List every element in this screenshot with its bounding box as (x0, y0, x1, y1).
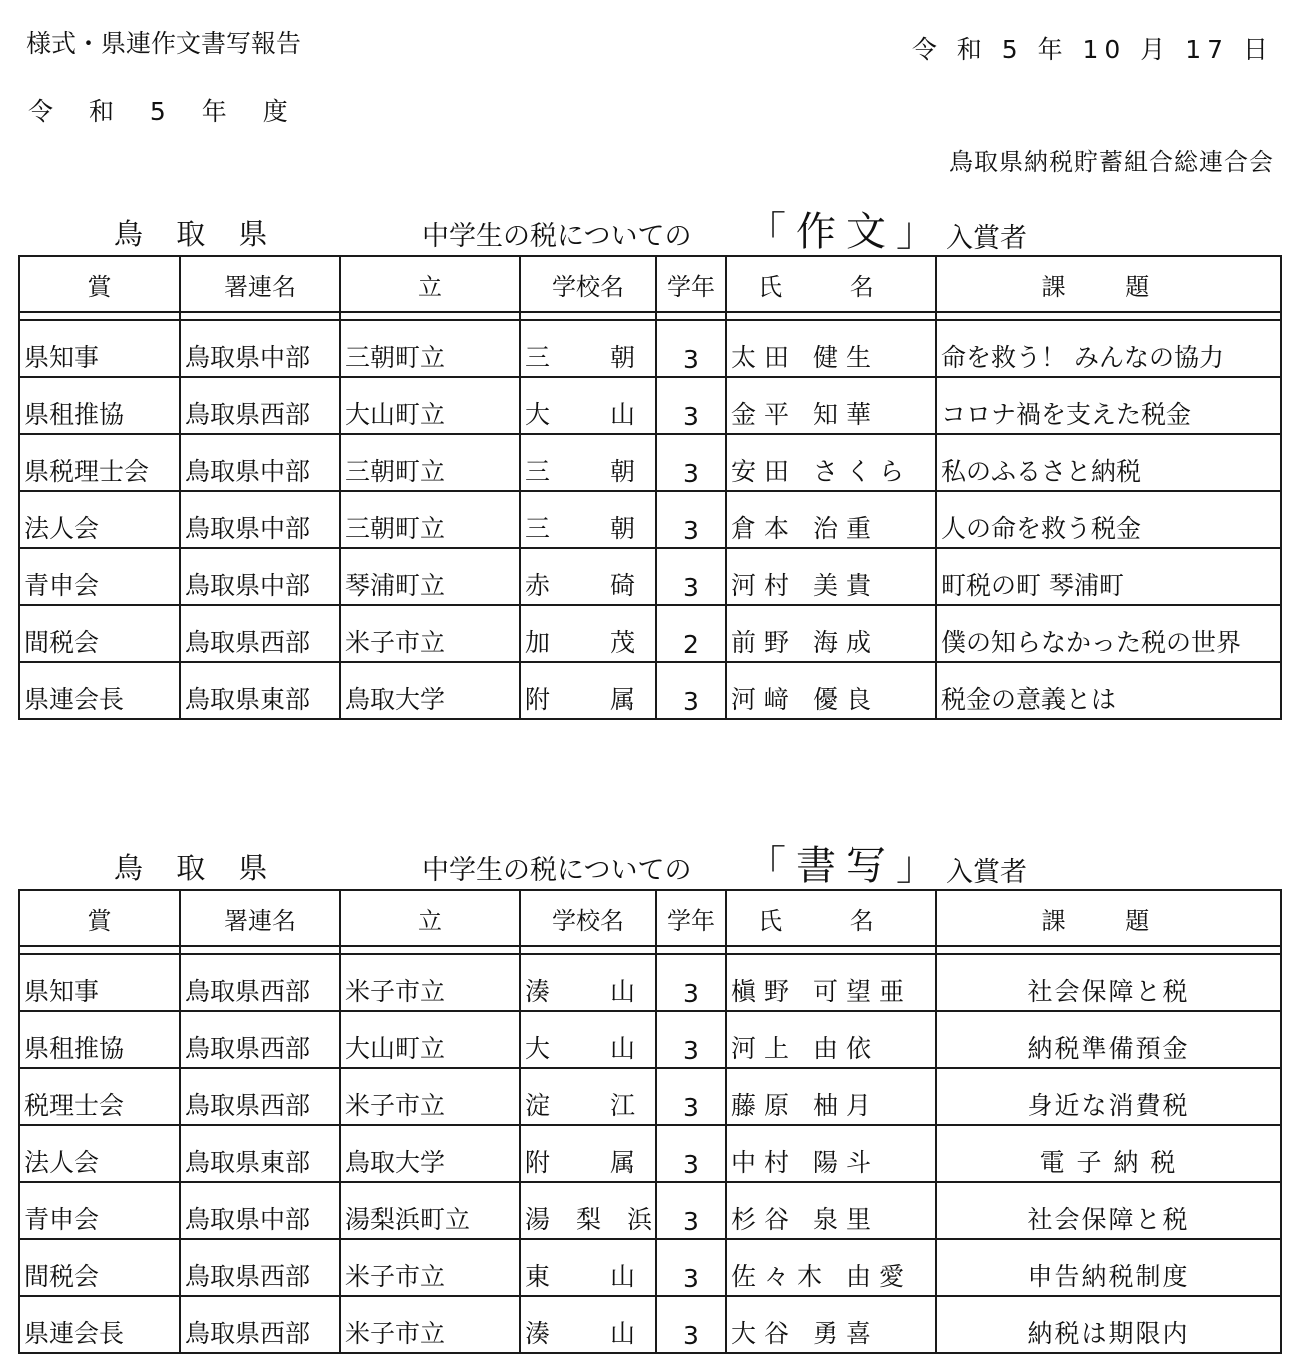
municipality-cell: 三朝町立 (340, 491, 520, 548)
school-cell: 三 朝 (520, 434, 656, 491)
spacer-cell (520, 312, 656, 320)
student-name-cell: 槇野 可望亜 (726, 954, 936, 1011)
report-date: 令 和 5 年 10 月 17 日 (911, 35, 1274, 64)
topic-cell: 身近な消費税 (936, 1068, 1281, 1125)
office-cell: 鳥取県中部 (180, 1182, 340, 1239)
section-category: 「書写」 (746, 843, 946, 889)
column-header-office: 署連名 (180, 890, 340, 946)
student-name-cell: 安田 さくら (726, 434, 936, 491)
office-cell: 鳥取県東部 (180, 662, 340, 719)
grade-cell: 3 (656, 662, 726, 719)
section-tail: 入賞者 (946, 857, 1027, 888)
table-row (19, 1182, 1281, 1239)
grade-cell: 3 (656, 434, 726, 491)
school-cell: 淀 江 (520, 1068, 656, 1125)
grade-cell: 3 (656, 1182, 726, 1239)
school-cell: 加 茂 (520, 605, 656, 662)
topic-cell: 町税の町 琴浦町 (936, 548, 1281, 605)
column-header-school: 学校名 (520, 890, 656, 946)
award-cell: 青申会 (19, 1182, 180, 1239)
table-row (19, 1296, 1281, 1353)
student-name-cell: 太田 健生 (726, 320, 936, 377)
spacer-cell (726, 312, 936, 320)
topic-cell: 電 子 納 税 (936, 1125, 1281, 1182)
column-header-award: 賞 (19, 256, 180, 312)
topic-cell: 社会保障と税 (936, 954, 1281, 1011)
column-header-grade: 学年 (656, 890, 726, 946)
fiscal-year: 令 和 5 年 度 (28, 97, 302, 126)
table-spacer-row (19, 946, 1281, 954)
spacer-cell (656, 312, 726, 320)
grade-cell: 3 (656, 954, 726, 1011)
table-row (19, 377, 1281, 434)
municipality-cell: 鳥取大学 (340, 1125, 520, 1182)
column-header-student: 氏 名 (726, 256, 936, 312)
school-cell: 附 属 (520, 1125, 656, 1182)
award-cell: 県税理士会 (19, 434, 180, 491)
section-prefecture: 鳥 取 県 (114, 217, 280, 251)
table-row (19, 1011, 1281, 1068)
office-cell: 鳥取県中部 (180, 434, 340, 491)
office-cell: 鳥取県西部 (180, 1296, 340, 1353)
municipality-cell: 大山町立 (340, 1011, 520, 1068)
student-name-cell: 倉本 治重 (726, 491, 936, 548)
topic-cell: 社会保障と税 (936, 1182, 1281, 1239)
topic-cell: 税金の意義とは (936, 662, 1281, 719)
topic-cell: 命を救う！ みんなの協力 (936, 320, 1281, 377)
section-tail: 入賞者 (946, 223, 1027, 254)
spacer-cell (19, 946, 180, 954)
section-prefecture: 鳥 取 県 (114, 851, 280, 885)
essay-awards-table (18, 255, 1282, 720)
spacer-cell (340, 946, 520, 954)
award-cell: 県知事 (19, 320, 180, 377)
award-cell: 県連会長 (19, 1296, 180, 1353)
grade-cell: 3 (656, 1011, 726, 1068)
column-header-topic: 課 題 (936, 890, 1281, 946)
column-header-grade: 学年 (656, 256, 726, 312)
award-cell: 県連会長 (19, 662, 180, 719)
award-cell: 間税会 (19, 605, 180, 662)
essay-table-body (19, 312, 1281, 719)
student-name-cell: 前野 海成 (726, 605, 936, 662)
office-cell: 鳥取県西部 (180, 605, 340, 662)
grade-cell: 3 (656, 1068, 726, 1125)
table-row (19, 1125, 1281, 1182)
student-name-cell: 金平 知華 (726, 377, 936, 434)
office-cell: 鳥取県西部 (180, 954, 340, 1011)
municipality-cell: 三朝町立 (340, 320, 520, 377)
student-name-cell: 佐々木 由愛 (726, 1239, 936, 1296)
grade-cell: 3 (656, 1125, 726, 1182)
spacer-cell (180, 312, 340, 320)
column-header-student: 氏 名 (726, 890, 936, 946)
topic-cell: 私のふるさと納税 (936, 434, 1281, 491)
grade-cell: 3 (656, 377, 726, 434)
school-cell: 三 朝 (520, 320, 656, 377)
school-cell: 湊 山 (520, 954, 656, 1011)
school-cell: 三 朝 (520, 491, 656, 548)
grade-cell: 3 (656, 320, 726, 377)
grade-cell: 3 (656, 491, 726, 548)
column-header-office: 署連名 (180, 256, 340, 312)
student-name-cell: 河村 美貴 (726, 548, 936, 605)
table-header-row (19, 890, 1281, 946)
spacer-cell (726, 946, 936, 954)
section-lead: 中学生の税についての (422, 855, 692, 886)
table-row (19, 434, 1281, 491)
student-name-cell: 杉谷 泉里 (726, 1182, 936, 1239)
grade-cell: 2 (656, 605, 726, 662)
municipality-cell: 鳥取大学 (340, 662, 520, 719)
topic-cell: 納税は期限内 (936, 1296, 1281, 1353)
form-title: 様式・県連作文書写報告 (26, 29, 302, 58)
table-spacer-row (19, 312, 1281, 320)
table-row (19, 491, 1281, 548)
office-cell: 鳥取県中部 (180, 320, 340, 377)
table-row (19, 320, 1281, 377)
spacer-cell (19, 312, 180, 320)
office-cell: 鳥取県西部 (180, 1239, 340, 1296)
table-row (19, 1068, 1281, 1125)
column-header-municipality: 立 (340, 890, 520, 946)
school-cell: 湊 山 (520, 1296, 656, 1353)
school-cell: 大 山 (520, 377, 656, 434)
municipality-cell: 米子市立 (340, 1068, 520, 1125)
table-header-row (19, 256, 1281, 312)
award-cell: 青申会 (19, 548, 180, 605)
school-cell: 赤 碕 (520, 548, 656, 605)
grade-cell: 3 (656, 548, 726, 605)
spacer-cell (520, 946, 656, 954)
award-cell: 県知事 (19, 954, 180, 1011)
municipality-cell: 米子市立 (340, 1296, 520, 1353)
award-cell: 法人会 (19, 491, 180, 548)
student-name-cell: 中村 陽斗 (726, 1125, 936, 1182)
organization-name: 鳥取県納税貯蓄組合総連合会 (949, 148, 1274, 176)
topic-cell: 僕の知らなかった税の世界 (936, 605, 1281, 662)
table-row (19, 1239, 1281, 1296)
section-category: 「作文」 (746, 209, 946, 255)
section-lead: 中学生の税についての (422, 221, 692, 252)
municipality-cell: 大山町立 (340, 377, 520, 434)
grade-cell: 3 (656, 1296, 726, 1353)
office-cell: 鳥取県中部 (180, 548, 340, 605)
office-cell: 鳥取県中部 (180, 491, 340, 548)
calligraphy-table-body (19, 946, 1281, 1353)
award-cell: 県租推協 (19, 377, 180, 434)
calligraphy-awards-table (18, 889, 1282, 1354)
office-cell: 鳥取県西部 (180, 377, 340, 434)
award-cell: 税理士会 (19, 1068, 180, 1125)
office-cell: 鳥取県西部 (180, 1068, 340, 1125)
topic-cell: コロナ禍を支えた税金 (936, 377, 1281, 434)
student-name-cell: 河上 由依 (726, 1011, 936, 1068)
column-header-award: 賞 (19, 890, 180, 946)
student-name-cell: 大谷 勇喜 (726, 1296, 936, 1353)
award-cell: 県租推協 (19, 1011, 180, 1068)
topic-cell: 人の命を救う税金 (936, 491, 1281, 548)
municipality-cell: 湯梨浜町立 (340, 1182, 520, 1239)
section-heading-essay (18, 200, 1280, 256)
column-header-municipality: 立 (340, 256, 520, 312)
table-row (19, 662, 1281, 719)
topic-cell: 申告納税制度 (936, 1239, 1281, 1296)
student-name-cell: 藤原 柚月 (726, 1068, 936, 1125)
column-header-topic: 課 題 (936, 256, 1281, 312)
school-cell: 大 山 (520, 1011, 656, 1068)
student-name-cell: 河﨑 優良 (726, 662, 936, 719)
section-heading-calligraphy (18, 834, 1280, 890)
municipality-cell: 米子市立 (340, 1239, 520, 1296)
column-header-school: 学校名 (520, 256, 656, 312)
award-cell: 間税会 (19, 1239, 180, 1296)
school-cell: 湯梨浜 (520, 1182, 656, 1239)
award-cell: 法人会 (19, 1125, 180, 1182)
spacer-cell (656, 946, 726, 954)
school-cell: 附 属 (520, 662, 656, 719)
spacer-cell (936, 312, 1281, 320)
municipality-cell: 米子市立 (340, 605, 520, 662)
grade-cell: 3 (656, 1239, 726, 1296)
topic-cell: 納税準備預金 (936, 1011, 1281, 1068)
office-cell: 鳥取県東部 (180, 1125, 340, 1182)
municipality-cell: 三朝町立 (340, 434, 520, 491)
table-row (19, 954, 1281, 1011)
school-cell: 東 山 (520, 1239, 656, 1296)
spacer-cell (340, 312, 520, 320)
municipality-cell: 米子市立 (340, 954, 520, 1011)
table-row (19, 548, 1281, 605)
municipality-cell: 琴浦町立 (340, 548, 520, 605)
office-cell: 鳥取県西部 (180, 1011, 340, 1068)
table-row (19, 605, 1281, 662)
spacer-cell (180, 946, 340, 954)
spacer-cell (936, 946, 1281, 954)
